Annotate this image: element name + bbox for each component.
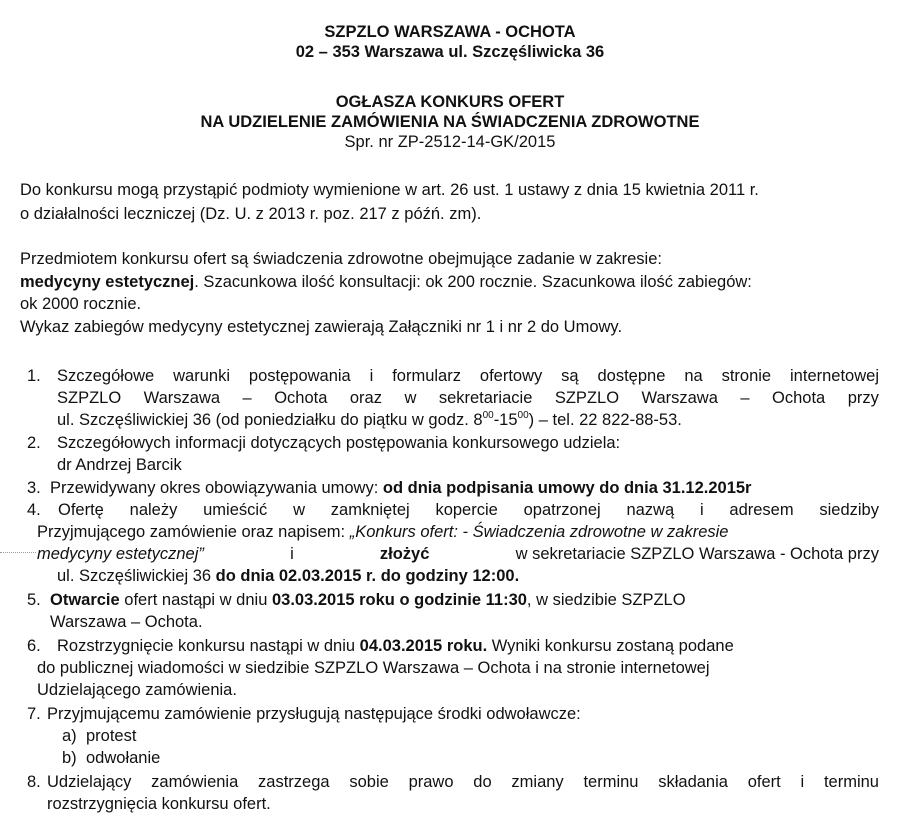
item-5-text: ofert nastąpi w dniu	[119, 591, 272, 609]
item-8-line-1: Udzielający zamówienia zastrzega sobie prawo do zmiany terminu składania ofert i terminu	[47, 773, 879, 791]
item-4-number: 4.	[27, 501, 41, 519]
item-6-line-1	[57, 636, 734, 656]
item-5-opening-word: Otwarcie	[50, 591, 120, 609]
item-1-hour-start-minutes: 00	[482, 410, 494, 421]
item-4-deadline: do dnia 02.03.2015 r. do godziny 12:00.	[215, 567, 520, 585]
item-5-line-1	[50, 590, 686, 610]
organization-name: SZPZLO WARSZAWA - OCHOTA	[324, 23, 576, 41]
item-7-number: 7.	[27, 705, 41, 723]
item-8-line-2: rozstrzygnięcia konkursu ofert.	[47, 795, 271, 813]
item-5-number: 5.	[27, 591, 41, 609]
intro-line-2: o działalności leczniczej (Dz. U. z 2013 r. poz. 217 z późń. zm).	[20, 205, 482, 223]
item-7-line-1: Przyjmującemu zamówienie przysługują następujące środki odwoławcze:	[47, 705, 581, 723]
item-6-number: 6.	[27, 637, 41, 655]
item-1-line-3	[57, 410, 682, 430]
subject-line-1: Przedmiotem konkursu ofert są świadczenia zdrowotne obejmujące zadanie w zakresie:	[20, 250, 662, 268]
organization-address: 02 – 353 Warszawa ul. Szczęśliwicka 36	[295, 43, 605, 61]
item-1-address: ul. Szczęśliwickiej 36 (od poniedziałku do piątku w godz. 8	[57, 411, 483, 429]
item-1-line-2: SZPZLO Warszawa – Ochota oraz w sekretariacie SZPZLO Warszawa – Ochota przy	[57, 389, 879, 407]
item-5-place: , w siedzibie SZPZLO	[526, 591, 686, 609]
item-1-phone: ) – tel. 22 822-88-53.	[528, 411, 682, 429]
item-1-hour-end-minutes: 00	[517, 410, 529, 421]
item-4-envelope-title: „Konkurs ofert: - Świadczenia zdrowotne w zakresie	[349, 523, 729, 541]
item-2-number: 2.	[27, 434, 41, 452]
item-1-line-1: Szczegółowe warunki postępowania i formularz ofertowy są dostępne na stronie internetowej	[57, 367, 879, 385]
item-4-conjunction: i	[290, 545, 294, 563]
item-4-submit-verb: złożyć	[379, 545, 430, 563]
item-2-contact-person: dr Andrzej Barcik	[57, 456, 182, 474]
item-4-address: ul. Szczęśliwickiej 36	[57, 567, 216, 585]
item-3-number: 3.	[27, 479, 41, 497]
item-4-line-2	[37, 522, 728, 542]
item-1-number: 1.	[27, 367, 41, 385]
item-6-resolution-date: 04.03.2015 roku.	[359, 637, 488, 655]
item-1-hour-end: -15	[493, 411, 518, 429]
subject-line-4: Wykaz zabiegów medycyny estetycznej zawierają Załączniki nr 1 i nr 2 do Umowy.	[20, 318, 623, 336]
item-3-line	[50, 478, 751, 498]
item-7-sub-a-mark: a)	[62, 727, 77, 745]
intro-line-1: Do konkursu mogą przystąpić podmioty wymienione w art. 26 ust. 1 ustawy z dnia 15 kwietnia 2011 r.	[20, 181, 759, 199]
item-7-sub-b-mark: b)	[62, 749, 77, 767]
item-4-line-3	[37, 544, 879, 564]
announcement-subject: NA UDZIELENIE ZAMÓWIENIA NA ŚWIADCZENIA ZDROWOTNE	[200, 113, 700, 131]
item-3-label: Przewidywany okres obowiązywania umowy:	[50, 479, 383, 497]
item-7-sub-b: odwołanie	[86, 749, 161, 767]
item-6-line-2: do publicznej wiadomości w siedzibie SZPZLO Warszawa – Ochota i na stronie internetowej	[37, 659, 710, 677]
item-6-results: Wyniki konkursu zostaną podane	[487, 637, 734, 655]
item-4-submit-place: w sekretariacie SZPZLO Warszawa - Ochota przy	[515, 545, 879, 563]
item-3-period: od dnia podpisania umowy do dnia 31.12.2015r	[382, 479, 752, 497]
item-6-line-3: Udzielającego zamówienia.	[37, 681, 237, 699]
announcement-title: OGŁASZA KONKURS OFERT	[335, 93, 565, 111]
subject-line-3: ok 2000 rocznie.	[20, 295, 142, 313]
item-4-label: Przyjmującego zamówienie oraz napisem:	[37, 523, 350, 541]
item-4-line-4	[57, 566, 519, 586]
item-4-line-1: Ofertę należy umieścić w zamkniętej kopercie opatrzonej nazwą i adresem siedziby	[58, 501, 879, 519]
item-8-number: 8.	[27, 773, 41, 791]
item-4-envelope-title-end: medycyny estetycznej”	[37, 545, 204, 563]
subject-line-2	[20, 272, 752, 292]
item-7-sub-a: protest	[86, 727, 137, 745]
item-2-line-1: Szczegółowych informacji dotyczących postępowania konkursowego udziela:	[57, 434, 621, 452]
subject-estimates: . Szacunkowa ilość konsultacji: ok 200 rocznie. Szacunkowa ilość zabiegów:	[194, 273, 752, 291]
reference-number: Spr. nr ZP-2512-14-GK/2015	[344, 133, 556, 151]
item-6-label: Rozstrzygnięcie konkursu nastąpi w dniu	[57, 637, 360, 655]
subject-specialty: medycyny estetycznej	[20, 273, 195, 291]
item-5-opening-date: 03.03.2015 roku o godzinie 11:30	[271, 591, 527, 609]
item-5-line-2: Warszawa – Ochota.	[50, 613, 203, 631]
